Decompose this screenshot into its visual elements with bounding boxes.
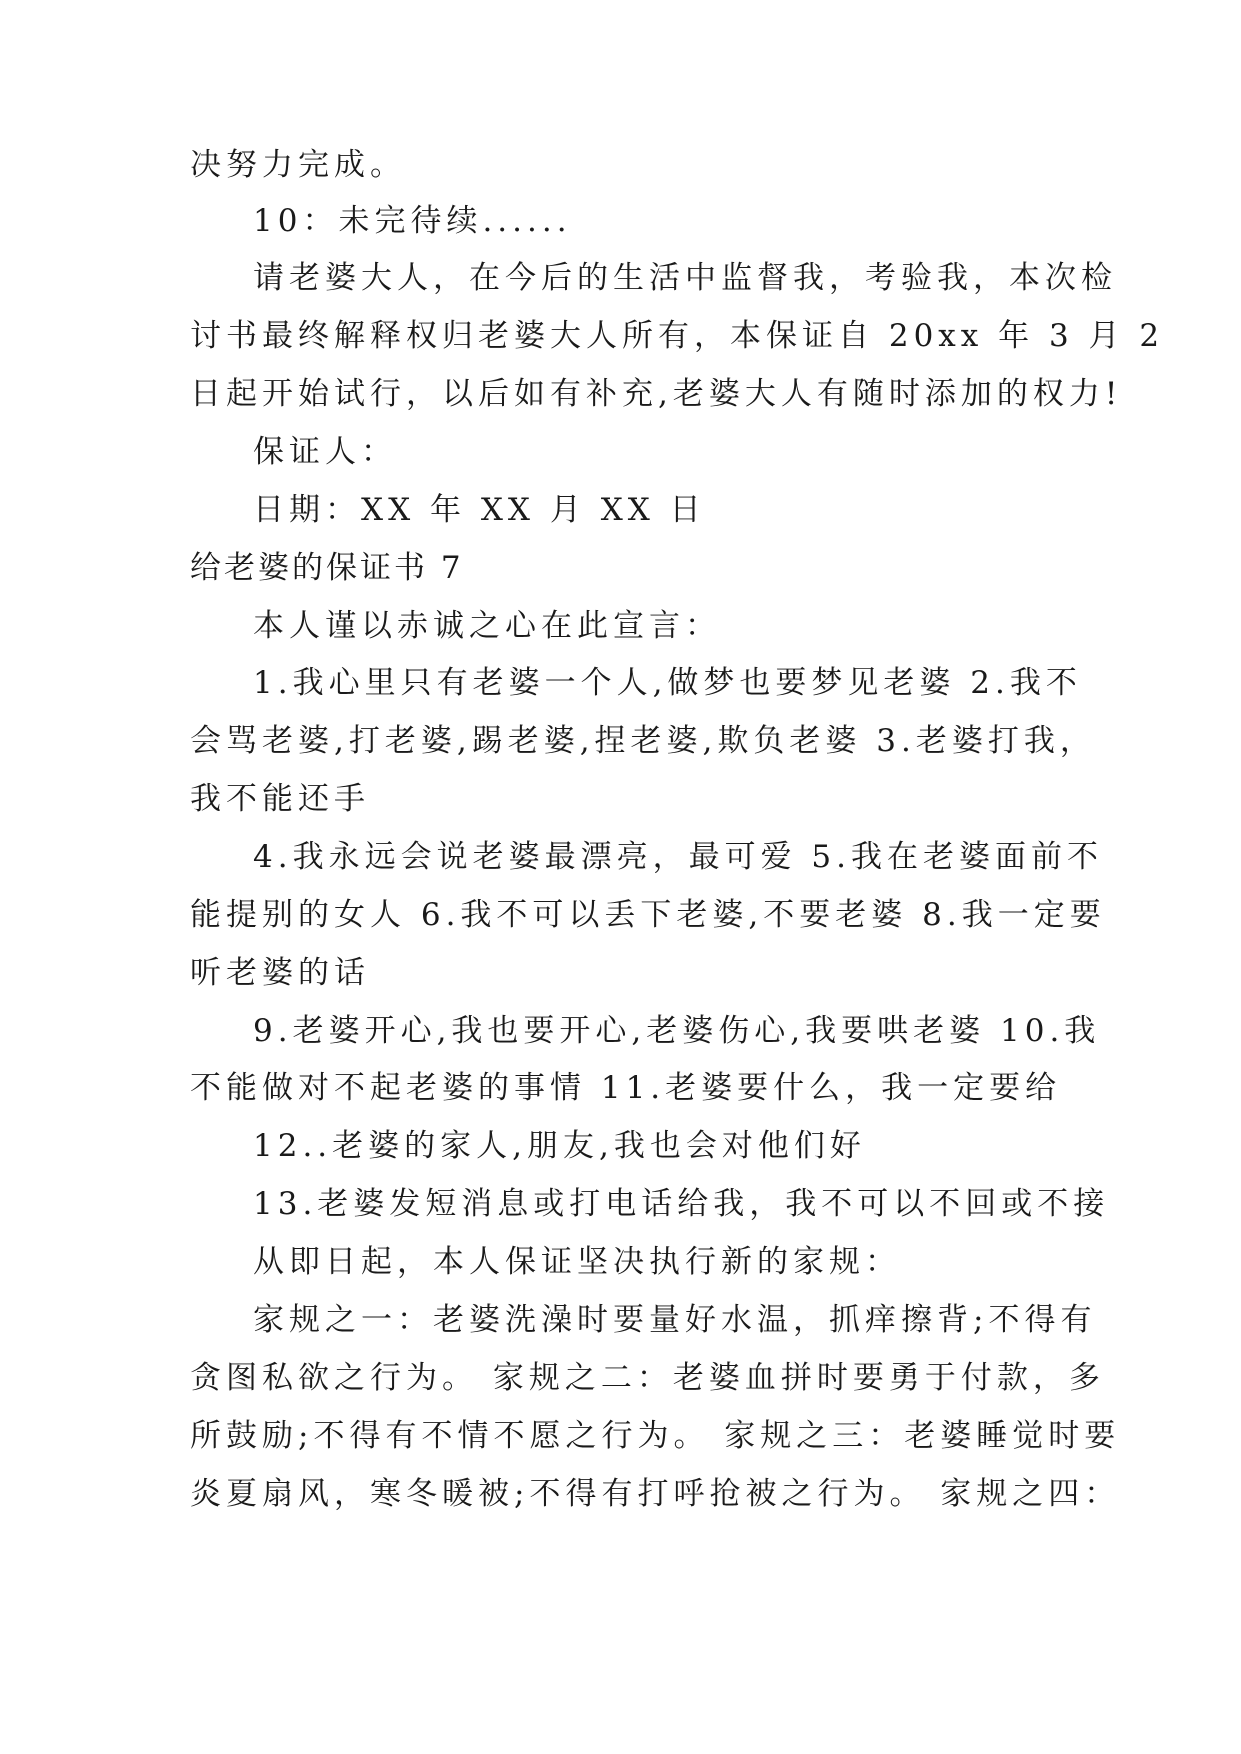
text-line: 日期：XX 年 XX 月 XX 日 xyxy=(253,492,706,528)
text-line: 不能做对不起老婆的事情 11.老婆要什么，我一定要给 xyxy=(190,1070,1062,1106)
text-line: 贪图私欲之行为。 家规之二：老婆血拼时要勇于付款，多 xyxy=(190,1360,1105,1396)
text-line: 能提别的女人 6.我不可以丢下老婆,不要老婆 8.我一定要 xyxy=(190,897,1106,933)
text-line: 我不能还手 xyxy=(190,781,370,817)
text-line: 从即日起，本人保证坚决执行新的家规： xyxy=(253,1244,901,1280)
text-line: 4.我永远会说老婆最漂亮，最可爱 5.我在老婆面前不 xyxy=(253,839,1104,875)
text-line: 所鼓励;不得有不情不愿之行为。 家规之三：老婆睡觉时要 xyxy=(190,1418,1121,1454)
text-line: 12..老婆的家人,朋友,我也会对他们好 xyxy=(253,1128,866,1164)
text-line: 会骂老婆,打老婆,踢老婆,捏老婆,欺负老婆 3.老婆打我， xyxy=(190,723,1096,759)
text-line: 保证人： xyxy=(253,434,397,470)
section-heading: 给老婆的保证书 7 xyxy=(190,550,464,586)
text-line: 9.老婆开心,我也要开心,老婆伤心,我要哄老婆 10.我 xyxy=(253,1013,1101,1049)
text-line: 家规之一：老婆洗澡时要量好水温，抓痒擦背;不得有 xyxy=(253,1302,1097,1338)
text-line: 1.我心里只有老婆一个人,做梦也要梦见老婆 2.我不 xyxy=(253,665,1082,701)
text-line: 听老婆的话 xyxy=(190,955,370,991)
text-line: 10：未完待续...... xyxy=(253,203,572,239)
text-line: 本人谨以赤诚之心在此宣言： xyxy=(253,608,721,644)
text-line: 请老婆大人，在今后的生活中监督我，考验我，本次检 xyxy=(253,260,1117,296)
text-line: 13.老婆发短消息或打电话给我，我不可以不回或不接 xyxy=(253,1186,1110,1222)
text-line: 决努力完成。 xyxy=(190,147,406,183)
text-line: 炎夏扇风，寒冬暖被;不得有打呼抢被之行为。 家规之四： xyxy=(190,1476,1121,1512)
text-line: 讨书最终解释权归老婆大人所有，本保证自 20xx 年 3 月 2 xyxy=(190,318,1165,354)
text-line: 日起开始试行，以后如有补充,老婆大人有随时添加的权力! xyxy=(190,376,1123,412)
